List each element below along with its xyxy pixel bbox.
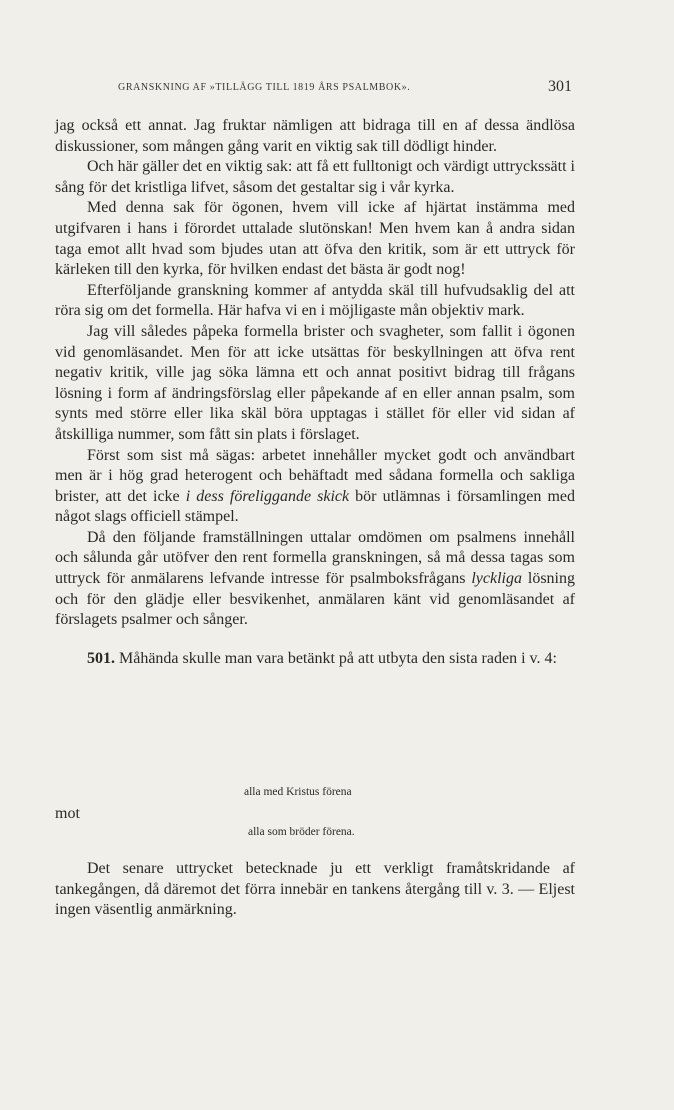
paragraph-5: Jag vill således påpeka formella brister och svagheter, som fallit i ögonen vid genomläsandet. Men för att icke utsättas för beskyllningen att öfva rent negativ kritik, ville jag söka lämna ett och annat positivt bidrag till frågans lösning i form af ändringsförslag eller påpekande af en eller annan psalm, som synts med större eller lika skäl böra upptagas i stället för eller vid sidan af åtskilliga nummer, som fått sin plats i förslaget. <box>55 322 575 443</box>
paragraph-4: Efterföljande granskning kommer af antydda skäl till hufvudsaklig del att röra sig om det formella. Här hafva vi en i möjligaste mån objektiv mark. <box>55 281 575 320</box>
running-head: GRANSKNING AF »TILLÄGG TILL 1819 ÅRS PSALMBOK». <box>118 82 411 93</box>
paragraph-6-emphasis: i dess föreliggande skick <box>185 487 350 505</box>
paragraph-7-emphasis: lyckliga <box>471 570 522 588</box>
paragraph-7 <box>55 528 575 631</box>
verse-original: alla med Kristus förena <box>244 786 352 798</box>
note-text: Måhända skulle man vara betänkt på att utbyta den sista raden i v. 4: <box>115 649 557 667</box>
note-number: 501. <box>87 649 115 667</box>
closing-text <box>55 859 575 921</box>
page-number: 301 <box>548 78 572 95</box>
paragraph-6 <box>55 446 575 528</box>
closing-paragraph: Det senare uttrycket betecknade ju ett verkligt framåtskridande af tankegången, då däremot det förra innebär en tankens återgång till v. 3. — Eljest ingen väsentlig anmärkning. <box>55 860 575 919</box>
paragraph-1: jag också ett annat. Jag fruktar nämligen att bidraga till en af dessa ändlösa diskussioner, som mången gång varit en viktig sak till dödligt hinder. <box>55 117 575 155</box>
paragraph-7-text-b: lösning och för den glädje eller besvikenhet, anmälaren känt vid genomläsandet af förslagets psalmer och sånger. <box>55 570 575 629</box>
body-text <box>55 116 575 669</box>
paragraph-6-text-a: Först som sist må sägas: arbetet innehåller mycket godt och användbart men är i hög grad heterogent och behäftadt med sådana formella och sakliga brister, att det icke <box>55 446 575 505</box>
paragraph-3: Med denna sak för ögonen, hvem vill icke af hjärtat instämma med utgifvaren i hans i förordet uttalade slutönskan! Men hvem kan å andra sidan taga emot allt hvad som bjudes utan att öfva den kritik, som är ett uttryck för kärleken till den kyrka, för hvilken endast det bästa är godt nog! <box>55 199 575 279</box>
paragraph-7-text-a: Då den följande framställningen uttalar omdömen om psalmens innehåll och sålunda går utöfver den rent formella granskningen, så må dessa tagas som uttryck för anmälarens lefvande intresse för psalmboksfrågans <box>55 528 575 588</box>
paragraph-2: Och här gäller det en viktig sak: att få ett fulltonigt och värdigt uttryckssätt i sång för det kristliga lifvet, såsom det gestaltar sig i vår kyrka. <box>55 158 575 196</box>
paragraph-6-text-b: bör utlämnas i församlingen med något slags officiell stämpel. <box>55 487 575 526</box>
mot-label: mot <box>55 805 80 822</box>
note-501 <box>55 649 575 670</box>
verse-alternative: alla som bröder förena. <box>248 826 355 838</box>
